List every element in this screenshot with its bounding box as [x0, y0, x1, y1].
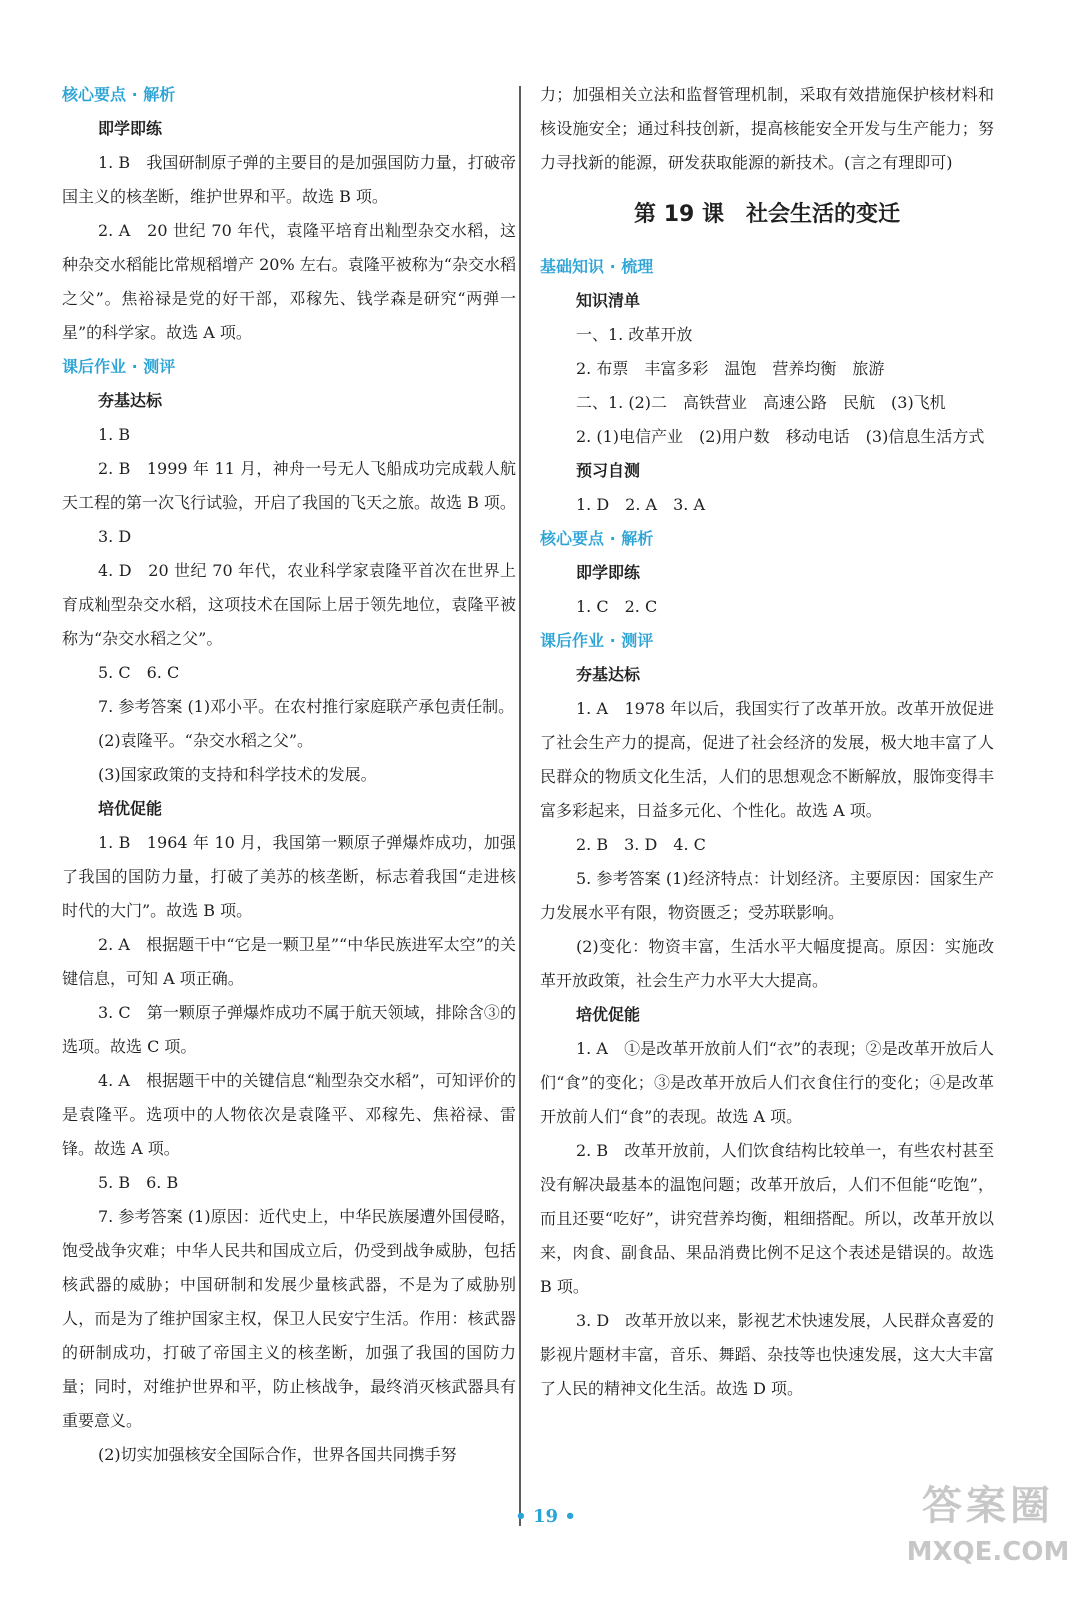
answer-paragraph: 4. D 20 世纪 70 年代，农业科学家袁隆平首次在世界上育成籼型杂交水稻，这项技术在国际上居于领先地位，袁隆平被称为“杂交水稻之父”。 [62, 561, 516, 648]
answer-paragraph: 5. C 6. C [98, 663, 180, 682]
answer-paragraph: (2)变化：物资丰富，生活水平大幅度提高。原因：实施改革开放政策，社会生产力水平大大提高。 [540, 937, 994, 990]
answer-paragraph: 1. B 1964 年 10 月，我国第一颗原子弹爆炸成功，加强了我国的国防力量，打破了美苏的核垄断，标志着我国“走进核时代的大门”。故选 B 项。 [62, 833, 516, 920]
subsection-heading: 夯基达标 [576, 665, 641, 684]
answer-paragraph: 1. D 2. A 3. A [576, 495, 705, 514]
section-heading: 基础知识 · 梳理 [540, 257, 654, 276]
answer-paragraph: 5. B 6. B [98, 1173, 179, 1192]
subsection-heading: 即学即练 [576, 563, 641, 582]
subsection-heading: 预习自测 [576, 461, 641, 480]
page-number-value: 19 [532, 1506, 559, 1527]
subsection-heading: 培优促能 [576, 1005, 641, 1024]
watermark-logo [898, 1478, 1078, 1584]
watermark-text: 答案圈 [922, 1483, 1054, 1529]
lesson-title: 第 19 课 社会生活的变迁 [634, 202, 900, 227]
answer-paragraph: 1. B [98, 425, 131, 444]
answer-paragraph: 3. C 第一颗原子弹爆炸成功不属于航天领域，排除含③的选项。故选 C 项。 [62, 1003, 516, 1056]
right-column [540, 78, 994, 1406]
answer-paragraph: 2. A 根据题干中“它是一颗卫星”“中华民族进军太空”的关键信息，可知 A 项正确。 [62, 935, 516, 988]
left-column [62, 78, 516, 1472]
answer-paragraph: 二、1. (2)二 高铁营业 高速公路 民航 (3)飞机 [576, 393, 946, 412]
answer-paragraph: 7. 参考答案 (1)原因：近代史上，中华民族屡遭外国侵略，饱受战争灾难；中华人民共和国成立后，仍受到战争威胁，包括核武器的威胁；中国研制和发展少量核武器，不是为了威胁别人，而是为了维护国家主权，保卫人民安宁生活。作用：核武器的研制成功，打破了帝国主义的核垄断，加强了我国的国防力量；同时，对维护世界和平，防止核战争，最终消灭核武器具有重要意义。 [62, 1207, 516, 1430]
answer-paragraph: 1. A 1978 年以后，我国实行了改革开放。改革开放促进了社会生产力的提高，促进了社会经济的发展，极大地丰富了人民群众的物质文化生活，人们的思想观念不断解放，服饰变得丰富多彩起来，日益多元化、个性化。故选 A 项。 [540, 699, 994, 820]
answer-paragraph: 2. B 改革开放前，人们饮食结构比较单一，有些农村甚至没有解决最基本的温饱问题；改革开放后，人们不但能“吃饱”，而且还要“吃好”，讲究营养均衡，粗细搭配。所以，改革开放以来，肉食、副食品、果品消费比例不足这个表述是错误的。故选 B 项。 [540, 1141, 994, 1296]
answer-paragraph: 1. C 2. C [576, 597, 658, 616]
answer-paragraph: 2. B 1999 年 11 月，神舟一号无人飞船成功完成载人航天工程的第一次飞行试验，开启了我国的飞天之旅。故选 B 项。 [62, 459, 516, 512]
answer-paragraph: (3)国家政策的支持和科学技术的发展。 [98, 765, 377, 784]
answer-paragraph: 2. A 20 世纪 70 年代，袁隆平培育出籼型杂交水稻，这种杂交水稻能比常规稻增产 20% 左右。袁隆平被称为“杂交水稻之父”。焦裕禄是党的好干部，邓稼先、钱学森是研究“两弹一星”的科学家。故选 A 项。 [62, 221, 516, 342]
column-divider [519, 86, 521, 1526]
answer-paragraph: 3. D [98, 527, 132, 546]
answer-paragraph: 一、1. 改革开放 [576, 325, 693, 344]
answer-paragraph: 4. A 根据题干中的关键信息“籼型杂交水稻”，可知评价的是袁隆平。选项中的人物依次是袁隆平、邓稼先、焦裕禄、雷锋。故选 A 项。 [62, 1071, 516, 1158]
watermark-url: MXQE.COM [906, 1537, 1070, 1567]
section-heading: 核心要点 · 解析 [540, 529, 654, 548]
answer-paragraph: 1. A ①是改革开放前人们“衣”的表现；②是改革开放后人们“食”的变化；③是改革开放后人们衣食住行的变化；④是改革开放前人们“食”的表现。故选 A 项。 [540, 1039, 994, 1126]
answer-paragraph: (2)切实加强核安全国际合作，世界各国共同携手努 [98, 1445, 457, 1464]
answer-paragraph: 2. (1)电信产业 (2)用户数 移动电话 (3)信息生活方式 [576, 427, 985, 446]
section-heading: 课后作业 · 测评 [62, 357, 176, 376]
answer-paragraph: 1. B 我国研制原子弹的主要目的是加强国防力量，打破帝国主义的核垄断，维护世界和平。故选 B 项。 [62, 153, 516, 206]
answer-paragraph: 2. 布票 丰富多彩 温饱 营养均衡 旅游 [576, 359, 885, 378]
bullet-dot: • [515, 1506, 527, 1527]
answer-paragraph: 7. 参考答案 (1)邓小平。在农村推行家庭联产承包责任制。 [98, 697, 515, 716]
answer-paragraph: (2)袁隆平。“杂交水稻之父”。 [98, 731, 314, 750]
subsection-heading: 夯基达标 [98, 391, 163, 410]
answer-paragraph: 3. D 改革开放以来，影视艺术快速发展，人民群众喜爱的影视片题材丰富，音乐、舞蹈、杂技等也快速发展，这大大丰富了人民的精神文化生活。故选 D 项。 [540, 1311, 994, 1398]
subsection-heading: 培优促能 [98, 799, 163, 818]
section-heading: 课后作业 · 测评 [540, 631, 654, 650]
section-heading: 核心要点 · 解析 [62, 85, 176, 104]
subsection-heading: 即学即练 [98, 119, 163, 138]
subsection-heading: 知识清单 [576, 291, 641, 310]
answer-paragraph: 2. B 3. D 4. C [576, 835, 706, 854]
answer-paragraph: 5. 参考答案 (1)经济特点：计划经济。主要原因：国家生产力发展水平有限，物资匮乏；受苏联影响。 [540, 869, 994, 922]
bullet-dot: • [564, 1506, 576, 1527]
answer-paragraph: 力；加强相关立法和监督管理机制，采取有效措施保护核材料和核设施安全；通过科技创新，提高核能安全开发与生产能力；努力寻找新的能源，研发获取能源的新技术。(言之有理即可) [540, 85, 994, 172]
